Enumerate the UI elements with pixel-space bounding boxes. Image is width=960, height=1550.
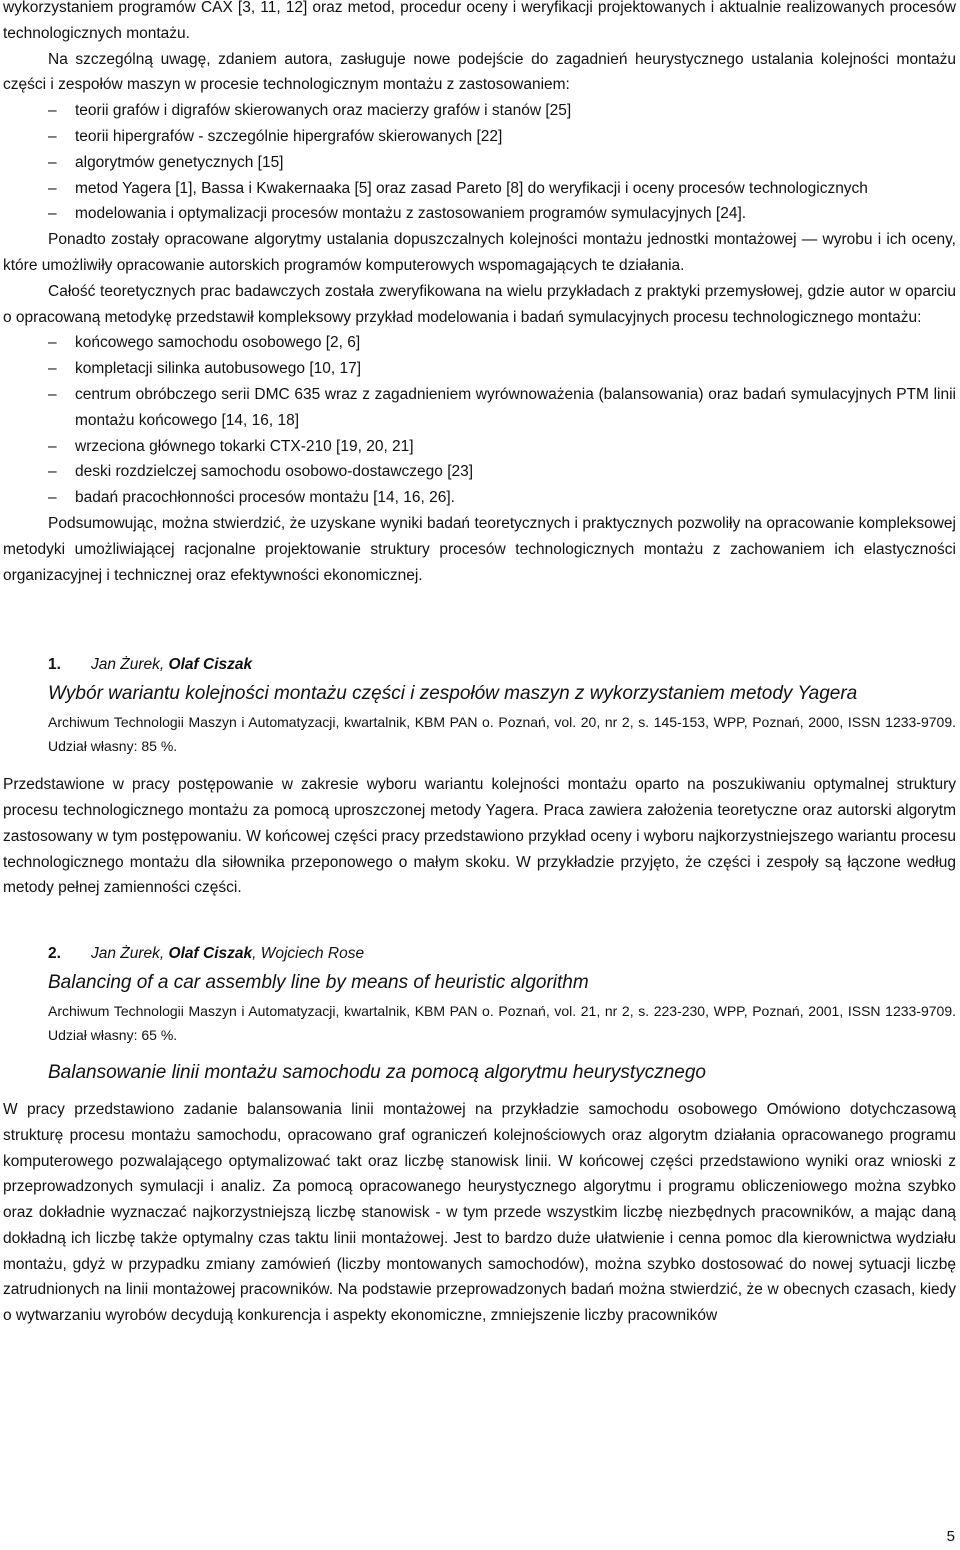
intro-paragraph-4: Całość teoretycznych prac badawczych została zweryfikowana na wielu przykładach z praktyki przemysłowej, gdzie autor w oparciu o opracowaną metodykę przedstawił kompleksowy przykład modelowania i badań symulacyjnych procesu technologicznego montażu: xyxy=(3,282,956,326)
author-name-highlight: Olaf Ciszak xyxy=(168,945,253,963)
examples-list xyxy=(3,330,956,511)
publication-authors xyxy=(3,652,956,678)
publication-source: Archiwum Technologii Maszyn i Automatyzacji, kwartalnik, KBM PAN o. Poznań, vol. 20, nr 2, s. 145-153, WPP, Poznań, 2000, ISSN 1233-9709. Udział własny: 85 %. xyxy=(48,714,956,755)
list-item: – teorii grafów i digrafów skierowanych oraz macierzy grafów i stanów [25] xyxy=(3,98,956,124)
document-page xyxy=(3,0,956,1329)
list-item: – teorii hipergrafów - szczególnie hipergrafów skierowanych [22] xyxy=(3,124,956,150)
list-item: – algorytmów genetycznych [15] xyxy=(3,150,956,176)
list-item: – modelowania i optymalizacji procesów montażu z zastosowaniem programów symulacyjnych [24]. xyxy=(3,201,956,227)
list-item: – metod Yagera [1], Bassa i Kwakernaaka [5] oraz zasad Pareto [8] do weryfikacji i oceny procesów technologicznych xyxy=(3,176,956,202)
author-name: Jan Żurek, xyxy=(91,656,165,674)
publication-authors xyxy=(3,941,956,967)
author-name-highlight: Olaf Ciszak xyxy=(168,656,253,674)
intro-paragraph-5: Podsumowując, można stwierdzić, że uzyskane wyniki badań teoretycznych i praktycznych pozwoliły na opracowanie kompleksowej metodyki umożliwiającej racjonalne projektowanie struktury procesów technologicznych montażu z zachowaniem ich elastyczności organizacyjnej i technicznej oraz efektywności ekonomicznej. xyxy=(3,514,956,584)
intro-paragraph-3: Ponadto zostały opracowane algorytmy ustalania dopuszczalnych kolejności montażu jednostki montażowej — wyrobu i ich oceny, które umożliwiły opracowanie autorskich programów komputerowych wspomagających te działania. xyxy=(3,231,956,274)
publication-abstract: W pracy przedstawiono zadanie balansowania linii montażowej na przykładzie samochodu osobowego Omówiono dotychczasową strukturę procesu montażu samochodu, opracowano graf ograniczeń kolejnościowych oraz algorytm działania opracowanego programu komputerowego pozwalającego optymalizować takt oraz liczbę stanowisk linii. W końcowej części przedstawiono wyniki oraz wnioski z przeprowadzonych symulacji i analiz. Za pomocą opracowanego heurystycznego algorytmu i programu obliczeniowego można szybko oraz dokładnie wyznaczać najkorzystniejszą liczbę stanowisk - w tym przede wszystkim liczbę niezbędnych pracowników, a mając daną dokładną ich liczbę także optymalny czas taktu linii montażowej. Jest to bardzo duże ułatwienie i cenna pomoc dla kierownictwa wydziału montażu, gdyż w przypadku zmiany zamówień (liczby montowanych samochodów), można szybko dostosować do nowej sytuacji liczbę zatrudnionych na linii montażowej pracowników. Na podstawie przeprowadzonych badań można stwierdzić, że w obecnych czasach, kiedy o wytwarzaniu wyrobów decydują konkurencja i aspekty ekonomiczne, zmniejszenie liczby pracowników xyxy=(3,1100,956,1325)
list-item: – kompletacji silinka autobusowego [10, 17] xyxy=(3,356,956,382)
publication-number: 2. xyxy=(48,945,61,963)
publication-number: 1. xyxy=(48,656,61,674)
list-item: – centrum obróbczego serii DMC 635 wraz z zagadnieniem wyrównoważenia (balansowania) oraz badań symulacyjnych PTM linii montażu końcowego [14, 16, 18] xyxy=(3,382,956,434)
list-item: – badań pracochłonności procesów montażu [14, 16, 26]. xyxy=(3,485,956,511)
intro-paragraph-2: Na szczególną uwagę, zdaniem autora, zasługuje nowe podejście do zagadnień heurystycznego ustalania kolejności montażu części i zespołów maszyn w procesie technologicznym montażu z zastosowaniem: xyxy=(3,50,956,94)
author-name-rest: , Wojciech Rose xyxy=(252,945,365,963)
publication-title: Balancing of a car assembly line by means of heuristic algorithm xyxy=(48,971,589,993)
publication-subtitle: Balansowanie linii montażu samochodu za pomocą algorytmu heurystycznego xyxy=(48,1061,706,1083)
publication-abstract: Przedstawione w pracy postępowanie w zakresie wyboru wariantu kolejności montażu oparto na poszukiwaniu optymalnej struktury procesu technologicznego montażu za pomocą uproszczonej metody Yagera. Praca zawiera założenia teoretyczne oraz autorski algorytm zastosowany w tym postępowaniu. W końcowej części pracy przedstawiono przykład oceny i wyboru najkorzystniejszego wariantu procesu technologicznego montażu dla siłownika przeponowego o małym skoku. W przykładzie przyjęto, że części i zespoły są łączone według metody pełnej zamienności części. xyxy=(3,776,956,897)
author-name: Jan Żurek, xyxy=(91,945,165,963)
publication-1 xyxy=(3,652,956,901)
publication-2 xyxy=(3,941,956,1329)
intro-paragraph-1: wykorzystaniem programów CAX [3, 11, 12] oraz metod, procedur oceny i weryfikacji projektowanych i aktualnie realizowanych procesów technologicznych montażu. xyxy=(3,0,956,42)
list-item: – deski rozdzielczej samochodu osobowo-dostawczego [23] xyxy=(3,459,956,485)
list-item: – wrzeciona głównego tokarki CTX-210 [19, 20, 21] xyxy=(3,434,956,460)
methods-list xyxy=(3,98,956,227)
page-number: 5 xyxy=(946,1528,955,1545)
publication-title: Wybór wariantu kolejności montażu części i zespołów maszyn z wykorzystaniem metody Yagera xyxy=(48,683,858,705)
publication-source: Archiwum Technologii Maszyn i Automatyzacji, kwartalnik, KBM PAN o. Poznań, vol. 21, nr 2, s. 223-230, WPP, Poznań, 2001, ISSN 1233-9709. Udział własny: 65 %. xyxy=(48,1002,956,1043)
list-item: – końcowego samochodu osobowego [2, 6] xyxy=(3,330,956,356)
